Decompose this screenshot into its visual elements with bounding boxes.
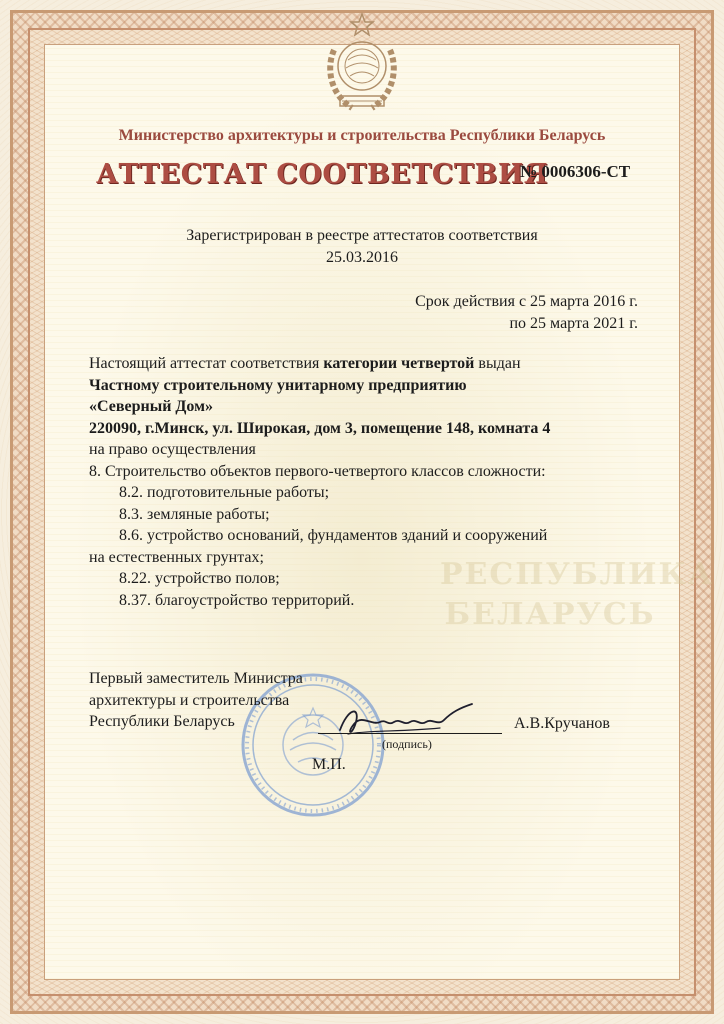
organization-name: «Северный Дом» xyxy=(89,398,214,415)
organization-address: 220090, г.Минск, ул. Широкая, дом 3, помещение 148, комната 4 xyxy=(89,419,551,437)
category-text: категории четвертой xyxy=(323,355,475,372)
section-heading: 8. Строительство объектов первого-четвертого классов сложности: xyxy=(89,462,546,480)
validity-from: Срок действия с 25 марта 2016 г. xyxy=(415,293,638,310)
signature-caption: (подпись) xyxy=(382,737,432,751)
list-item: 8.3. земляные работы; xyxy=(119,505,270,523)
certificate-body xyxy=(89,353,649,611)
intro-line xyxy=(89,353,649,375)
watermark-line-1: РЕСПУБЛИКА xyxy=(440,557,715,592)
organization-line-2 xyxy=(89,396,649,418)
intro-text: Настоящий аттестат соответствия xyxy=(89,355,320,372)
issued-text: выдан xyxy=(478,355,521,372)
list-item: 8.37. благоустройство территорий. xyxy=(119,591,355,609)
signer-name: А.В.Кручанов xyxy=(514,715,610,732)
watermark-line-2: БЕЛАРУСЬ xyxy=(444,597,656,632)
ministry-heading: Министерство архитектуры и строительства Республики Беларусь xyxy=(118,127,606,144)
registration-date: 25.03.2016 xyxy=(326,249,398,266)
signer-title-line-3: Республики Беларусь xyxy=(89,713,235,730)
organization-address-line xyxy=(89,418,649,440)
list-item: 8.22. устройство полов; xyxy=(119,570,280,587)
certificate-title: АТТЕСТАТ СООТВЕТСТВИЯ xyxy=(96,159,549,190)
stamp-place-label: М.П. xyxy=(312,756,346,773)
validity-block xyxy=(415,291,638,335)
signer-title-line-1: Первый заместитель Министра xyxy=(89,670,303,687)
validity-to: по 25 марта 2021 г. xyxy=(509,315,638,332)
right-line: на право осуществления xyxy=(89,441,256,458)
registration-block xyxy=(0,225,724,269)
list-item: 8.2. подготовительные работы; xyxy=(119,484,330,501)
organization-type: Частному строительному унитарному предприятию xyxy=(89,376,467,394)
certificate-number: № 0006306-СТ xyxy=(520,162,631,181)
signature-line xyxy=(318,733,502,734)
signer-title-line-2: архитектуры и строительства xyxy=(89,691,290,709)
registration-text: Зарегистрирован в реестре аттестатов соответствия xyxy=(186,227,538,244)
state-emblem-icon xyxy=(312,10,412,122)
organization-line-1 xyxy=(89,375,649,397)
signer-title xyxy=(89,668,349,733)
list-item: 8.6. устройство оснований, фундаментов зданий и сооружений xyxy=(119,527,548,544)
list-item-continuation: на естественных грунтах; xyxy=(89,548,264,566)
